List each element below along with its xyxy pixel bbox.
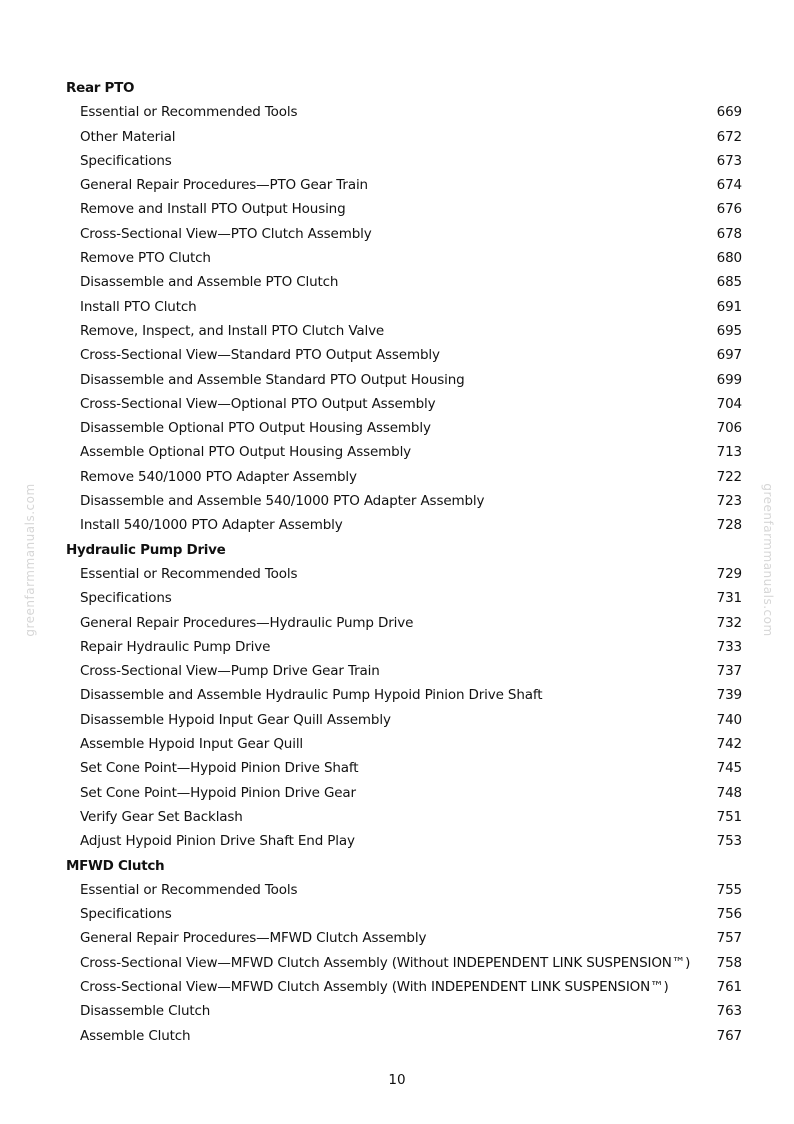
toc-entry-page-number: 672 xyxy=(716,128,742,145)
toc-entry-page-number: 767 xyxy=(716,1027,742,1044)
toc-entry-title: Disassemble and Assemble PTO Clutch xyxy=(80,274,339,291)
toc-entry[interactable] xyxy=(66,829,742,853)
toc-entry-page-number: 678 xyxy=(716,225,742,242)
toc-entry-title: Cross-Sectional View—PTO Clutch Assembly xyxy=(80,225,372,242)
toc-entry-title: Essential or Recommended Tools xyxy=(80,565,298,582)
toc-entry-page-number: 763 xyxy=(716,1003,742,1020)
toc-entry-title: Disassemble and Assemble 540/1000 PTO Adapter Assembly xyxy=(80,493,485,510)
toc-entry-title: Essential or Recommended Tools xyxy=(80,881,298,898)
watermark-right: greenfarmmanuals.com xyxy=(761,483,775,637)
toc-entry[interactable] xyxy=(66,489,742,513)
toc-entry-page-number: 757 xyxy=(716,930,742,947)
toc-entry[interactable] xyxy=(66,465,742,489)
toc-entry-title: Cross-Sectional View—MFWD Clutch Assembly (Without INDEPENDENT LINK SUSPENSION™) xyxy=(80,954,691,971)
toc-entry-page-number: 753 xyxy=(716,833,742,850)
toc-entry-title: Specifications xyxy=(80,152,172,169)
toc-entry[interactable] xyxy=(66,513,742,537)
toc-entry[interactable] xyxy=(66,440,742,464)
toc-entry-page-number: 751 xyxy=(716,808,742,825)
toc-entry-page-number: 713 xyxy=(716,444,742,461)
toc-entry-page-number: 676 xyxy=(716,201,742,218)
section-heading: MFWD Clutch xyxy=(66,857,165,874)
toc-entry[interactable] xyxy=(66,222,742,246)
toc-entry[interactable] xyxy=(66,586,742,610)
toc-entry-page-number: 758 xyxy=(716,954,742,971)
toc-entry-page-number: 745 xyxy=(716,760,742,777)
toc-entry-page-number: 695 xyxy=(716,322,742,339)
toc-entry-page-number: 699 xyxy=(716,371,742,388)
toc-entry-page-number: 685 xyxy=(716,274,742,291)
toc-entry-title: Assemble Hypoid Input Gear Quill xyxy=(80,736,304,753)
toc-entry[interactable] xyxy=(66,635,742,659)
toc-entry[interactable] xyxy=(66,926,742,950)
toc-entry-title: Install PTO Clutch xyxy=(80,298,197,315)
toc-entry-title: Remove PTO Clutch xyxy=(80,250,211,267)
toc-entry-page-number: 748 xyxy=(716,784,742,801)
toc-entry-title: Disassemble Optional PTO Output Housing Assembly xyxy=(80,420,431,437)
toc-entry[interactable] xyxy=(66,781,742,805)
toc-entry-page-number: 691 xyxy=(716,298,742,315)
toc-entry[interactable] xyxy=(66,319,742,343)
toc-entry-title: Remove 540/1000 PTO Adapter Assembly xyxy=(80,468,357,485)
toc-entry-title: Adjust Hypoid Pinion Drive Shaft End Play xyxy=(80,833,355,850)
toc-entry-page-number: 733 xyxy=(716,638,742,655)
toc-entry-page-number: 697 xyxy=(716,347,742,364)
toc-entry[interactable] xyxy=(66,416,742,440)
toc-entry[interactable] xyxy=(66,343,742,367)
toc-entry[interactable] xyxy=(66,732,742,756)
toc-entry-title: General Repair Procedures—PTO Gear Train xyxy=(80,177,368,194)
toc-entry[interactable] xyxy=(66,975,742,999)
toc-entry-title: Set Cone Point—Hypoid Pinion Drive Gear xyxy=(80,784,356,801)
toc-entry-page-number: 731 xyxy=(716,590,742,607)
section-heading: Rear PTO xyxy=(66,80,135,96)
toc-entry-title: Assemble Clutch xyxy=(80,1027,191,1044)
toc-entry-page-number: 756 xyxy=(716,906,742,923)
toc-entry[interactable] xyxy=(66,125,742,149)
toc-entry-page-number: 739 xyxy=(716,687,742,704)
toc-entry-title: Specifications xyxy=(80,590,172,607)
toc-entry-title: Set Cone Point—Hypoid Pinion Drive Shaft xyxy=(80,760,359,777)
toc-entry-page-number: 723 xyxy=(716,493,742,510)
toc-entry-title: Specifications xyxy=(80,906,172,923)
toc-entry-title: Other Material xyxy=(80,128,176,145)
toc-entry[interactable] xyxy=(66,100,742,124)
toc-entry-title: Disassemble Clutch xyxy=(80,1003,211,1020)
toc-entry[interactable] xyxy=(66,270,742,294)
toc-entry[interactable] xyxy=(66,149,742,173)
toc-entry[interactable] xyxy=(66,951,742,975)
table-of-contents xyxy=(66,76,742,1048)
toc-entry-page-number: 674 xyxy=(716,177,742,194)
toc-entry-title: Assemble Optional PTO Output Housing Assembly xyxy=(80,444,412,461)
toc-entry[interactable] xyxy=(66,562,742,586)
toc-entry-page-number: 704 xyxy=(716,395,742,412)
toc-entry[interactable] xyxy=(66,683,742,707)
toc-entry-title: Cross-Sectional View—Pump Drive Gear Train xyxy=(80,663,380,680)
toc-entry[interactable] xyxy=(66,756,742,780)
toc-entry[interactable] xyxy=(66,246,742,270)
toc-entry-title: General Repair Procedures—Hydraulic Pump Drive xyxy=(80,614,414,631)
toc-entry[interactable] xyxy=(66,368,742,392)
toc-entry[interactable] xyxy=(66,805,742,829)
toc-entry[interactable] xyxy=(66,659,742,683)
toc-entry-title: Disassemble and Assemble Hydraulic Pump Hypoid Pinion Drive Shaft xyxy=(80,687,543,704)
toc-entry[interactable] xyxy=(66,878,742,902)
page-number: 10 xyxy=(388,1072,406,1088)
toc-entry-title: Cross-Sectional View—Standard PTO Output Assembly xyxy=(80,347,440,364)
toc-entry-page-number: 740 xyxy=(716,711,742,728)
toc-entry-page-number: 761 xyxy=(716,978,742,995)
toc-entry-title: Verify Gear Set Backlash xyxy=(80,808,243,825)
toc-entry-title: Disassemble and Assemble Standard PTO Output Housing xyxy=(80,371,465,388)
toc-entry-page-number: 680 xyxy=(716,250,742,267)
toc-entry-title: General Repair Procedures—MFWD Clutch Assembly xyxy=(80,930,427,947)
toc-entry-title: Repair Hydraulic Pump Drive xyxy=(80,638,271,655)
toc-entry[interactable] xyxy=(66,902,742,926)
toc-entry-page-number: 729 xyxy=(716,565,742,582)
watermark-left: greenfarmmanuals.com xyxy=(23,483,37,637)
toc-entry-title: Cross-Sectional View—MFWD Clutch Assembly (With INDEPENDENT LINK SUSPENSION™) xyxy=(80,978,669,995)
toc-entry[interactable] xyxy=(66,611,742,635)
toc-entry-title: Essential or Recommended Tools xyxy=(80,104,298,121)
toc-entry[interactable] xyxy=(66,197,742,221)
toc-entry-title: Remove, Inspect, and Install PTO Clutch Valve xyxy=(80,322,385,339)
toc-entry-page-number: 732 xyxy=(716,614,742,631)
toc-entry[interactable] xyxy=(66,999,742,1023)
toc-entry-title: Install 540/1000 PTO Adapter Assembly xyxy=(80,517,343,534)
toc-entry-page-number: 669 xyxy=(716,104,742,121)
toc-entry[interactable] xyxy=(66,1024,742,1048)
toc-entry-page-number: 706 xyxy=(716,420,742,437)
toc-entry-page-number: 722 xyxy=(716,468,742,485)
toc-entry-page-number: 737 xyxy=(716,663,742,680)
toc-entry-page-number: 673 xyxy=(716,152,742,169)
toc-entry[interactable] xyxy=(66,708,742,732)
toc-entry-page-number: 742 xyxy=(716,736,742,753)
toc-entry[interactable] xyxy=(66,173,742,197)
toc-entry-page-number: 728 xyxy=(716,517,742,534)
toc-entry-title: Disassemble Hypoid Input Gear Quill Assembly xyxy=(80,711,391,728)
toc-entry-page-number: 755 xyxy=(716,881,742,898)
section-heading: Hydraulic Pump Drive xyxy=(66,541,226,558)
toc-entry[interactable] xyxy=(66,392,742,416)
toc-entry[interactable] xyxy=(66,295,742,319)
toc-entry-title: Remove and Install PTO Output Housing xyxy=(80,201,346,218)
toc-entry-title: Cross-Sectional View—Optional PTO Output Assembly xyxy=(80,395,436,412)
